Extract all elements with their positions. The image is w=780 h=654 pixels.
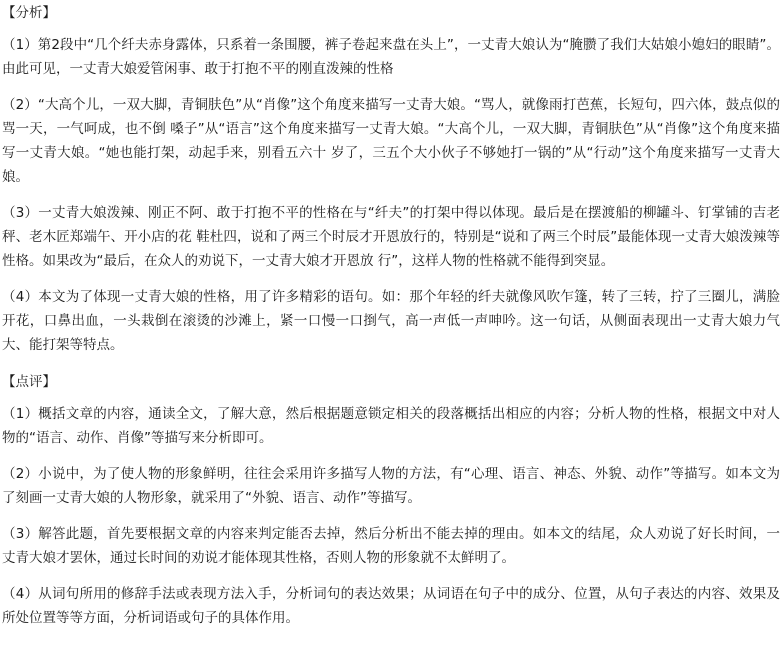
review-item-1: （1）概括文章的内容，通读全文，了解大意，然后根据题意锁定相关的段落概括出相应的内容；分析人物的性格，根据文中对人物的“语言、动作、肖像”等描写来分析即可。 (2, 406, 780, 446)
analysis-item-4: （4）本文为了体现一丈青大娘的性格，用了许多精彩的语句。如：那个年轻的纤夫就像风吹乍篷，转了三转，拧了三圈儿，满脸开花，口鼻出血，一头栽倒在滚烫的沙滩上，紧一口慢一口捯气，高一声低一声呻吟。这一句话，从侧面表现出一丈青大娘力气大、能打架等特点。 (2, 289, 780, 353)
review-item-3: （3）解答此题，首先要根据文章的内容来判定能否去掉，然后分析出不能去掉的理由。如本文的结尾，众人劝说了好长时间，一丈青大娘才罢休，通过长时间的劝说才能体现其性格，否则人物的形象就不太鲜明了。 (2, 526, 780, 566)
analysis-item-3: （3）一丈青大娘泼辣、刚正不阿、敢于打抱不平的性格在与“纤夫”的打架中得以体现。最后是在摆渡船的柳罐斗、钉掌铺的吉老秤、老木匠郑端午、开小店的花 鞋杜四，说和了两三个时辰才开恩放行的，特别是“说和了两三个时辰”最能体现一丈青大娘泼辣等性格。如果改为“最后，在众人的劝说下，一丈青大娘才开恩放 行”，这样人物的性格就不能得到突显。 (2, 205, 780, 269)
analysis-item-2: （2）“大高个儿，一双大脚，青铜肤色”从“肖像”这个角度来描写一丈青大娘。“骂人，就像雨打芭蕉，长短句，四六体，鼓点似的骂一天，一气呵成，也不倒 嗓子”从“语言”这个角度来描写一丈青大娘。“大高个儿，一双大脚，青铜肤色”从“肖像”这个角度来描写一丈青大娘。“她也能打架，动起手来，别看五六十 岁了，三五个大小伙子不够她打一锅的”从“行动”这个角度来描写一丈青大娘。 (2, 97, 780, 185)
review-item-4: （4）从词句所用的修辞手法或表现方法入手，分析词句的表达效果；从词语在句子中的成分、位置，从句子表达的内容、效果及所处位置等等方面，分析词语或句子的具体作用。 (2, 586, 780, 626)
analysis-item-1: （1）第2段中“几个纤夫赤身露体，只系着一条围腰，裤子卷起来盘在头上”，一丈青大娘认为“腌臜了我们大姑娘小媳妇的眼睛”。由此可见，一丈青大娘爱管闲事、敢于打抱不平的刚直泼辣的性格 (2, 37, 780, 77)
review-item-2: （2）小说中，为了使人物的形象鲜明，往往会采用许多描写人物的方法，有“心理、语言、神态、外貌、动作”等描写。如本文为了刻画一丈青大娘的人物形象，就采用了“外貌、语言、动作”等描写。 (2, 466, 780, 506)
analysis-heading: 【分析】 (2, 5, 56, 21)
review-heading: 【点评】 (2, 374, 56, 390)
